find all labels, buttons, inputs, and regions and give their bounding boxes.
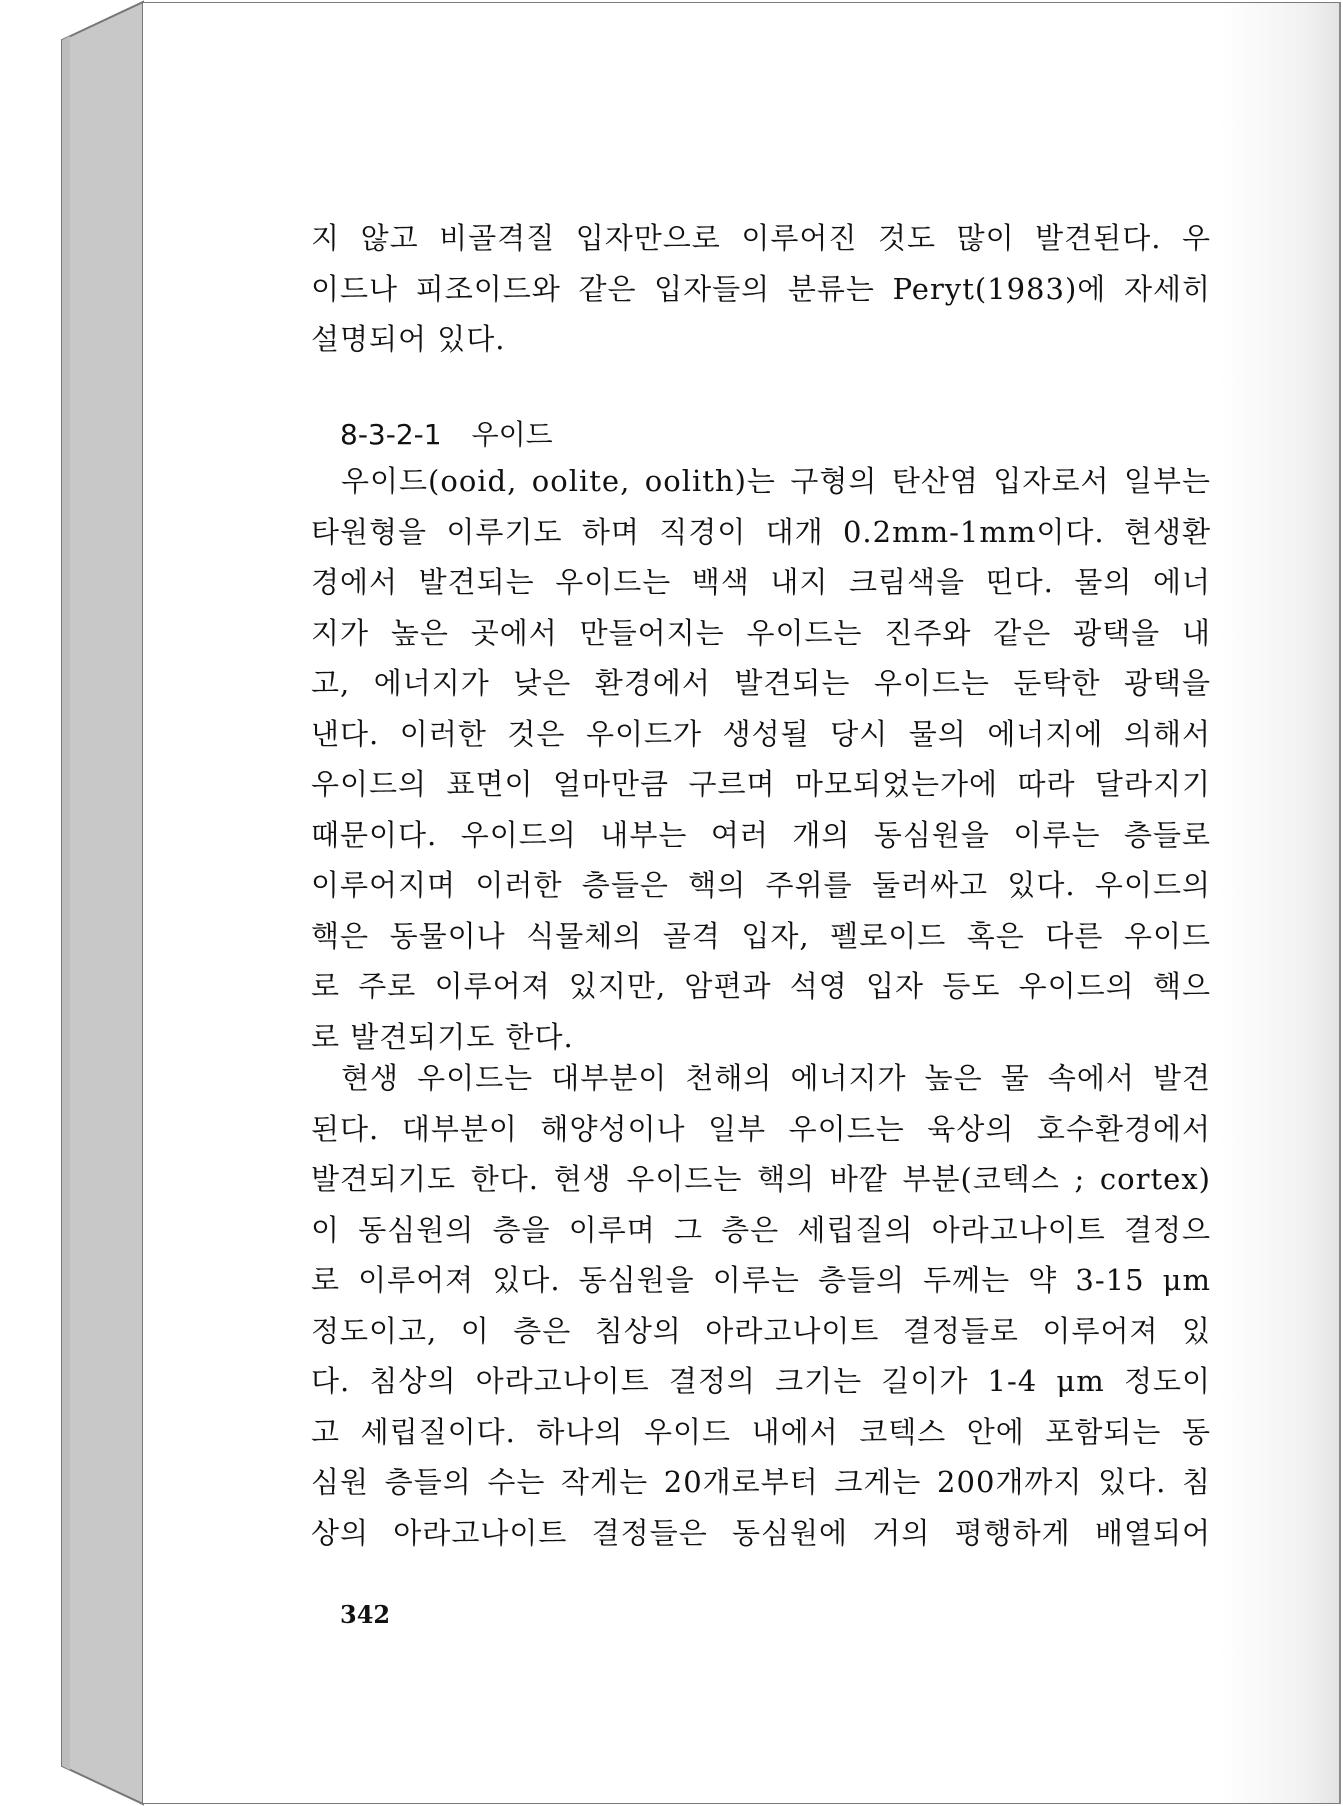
section-number: 8-3-2-1 (340, 418, 442, 451)
section-heading (340, 410, 553, 460)
text-line: 정도이고, 이 층은 침상의 아라고나이트 결정들로 이루어져 있 (311, 1313, 1211, 1348)
text-line: 낸다. 이러한 것은 우이드가 생성될 당시 물의 에너지에 의해서 (311, 716, 1211, 751)
text-line: 지 않고 비골격질 입자만으로 이루어진 것도 많이 발견된다. 우 (311, 221, 1211, 255)
text-line: 이드나 피조이드와 같은 입자들의 분류는 Peryt(1983)에 자세히 (311, 271, 1211, 306)
text-line: 된다. 대부분이 해양성이나 일부 우이드는 육상의 호수환경에서 (311, 1111, 1211, 1146)
text-line: 이 동심원의 층을 이루며 그 층은 세립질의 아라고나이트 결정으 (311, 1212, 1211, 1247)
text-line: 경에서 발견되는 우이드는 백색 내지 크림색을 띤다. 물의 에너 (311, 565, 1211, 599)
text-line: 심원 층들의 수는 작게는 20개로부터 크게는 200개까지 있다. 침 (311, 1465, 1211, 1499)
text-line: 고, 에너지가 낮은 환경에서 발견되는 우이드는 둔탁한 광택을 (311, 666, 1211, 700)
paragraph-modern-ooids (311, 1053, 1211, 1558)
text-line: 다. 침상의 아라고나이트 결정의 크기는 길이가 1-4 μm 정도이 (311, 1364, 1211, 1398)
text-line: 우이드(ooid, oolite, oolith)는 구형의 탄산염 입자로서 일부는 (341, 464, 1211, 498)
text-line: 현생 우이드는 대부분이 천해의 에너지가 높은 물 속에서 발견 (341, 1061, 1211, 1095)
text-line: 핵은 동물이나 식물체의 골격 입자, 펠로이드 혹은 다른 우이드 (311, 918, 1211, 953)
text-line: 때문이다. 우이드의 내부는 여러 개의 동심원을 이루는 층들로 (311, 817, 1211, 852)
text-line: 로 이루어져 있다. 동심원을 이루는 층들의 두께는 약 3-15 μm (311, 1263, 1211, 1297)
page-number: 342 (340, 1600, 391, 1629)
text-line: 우이드의 표면이 얼마만큼 구르며 마모되었는가에 따라 달라지기 (311, 767, 1211, 801)
text-line: 타원형을 이루기도 하며 직경이 대개 0.2mm-1mm이다. 현생환 (311, 514, 1211, 549)
text-line: 로 발견되기도 한다. (311, 1019, 574, 1054)
continuation-paragraph (311, 213, 1211, 365)
section-title: 우이드 (471, 418, 553, 451)
text-line: 지가 높은 곳에서 만들어지는 우이드는 진주와 같은 광택을 내 (311, 615, 1211, 650)
text-line: 고 세립질이다. 하나의 우이드 내에서 코텍스 안에 포함되는 동 (311, 1414, 1211, 1449)
text-line: 상의 아라고나이트 결정들은 동심원에 거의 평행하게 배열되어 (311, 1515, 1211, 1550)
text-line: 설명되어 있다. (311, 322, 506, 356)
text-line: 발견되기도 한다. 현생 우이드는 핵의 바깥 부분(코텍스 ; cortex) (311, 1162, 1211, 1196)
text-line: 로 주로 이루어져 있지만, 암편과 석영 입자 등도 우이드의 핵으 (311, 969, 1211, 1003)
paragraph-ooid-definition (311, 456, 1211, 1062)
text-line: 이루어지며 이러한 층들은 핵의 주위를 둘러싸고 있다. 우이드의 (311, 868, 1211, 902)
